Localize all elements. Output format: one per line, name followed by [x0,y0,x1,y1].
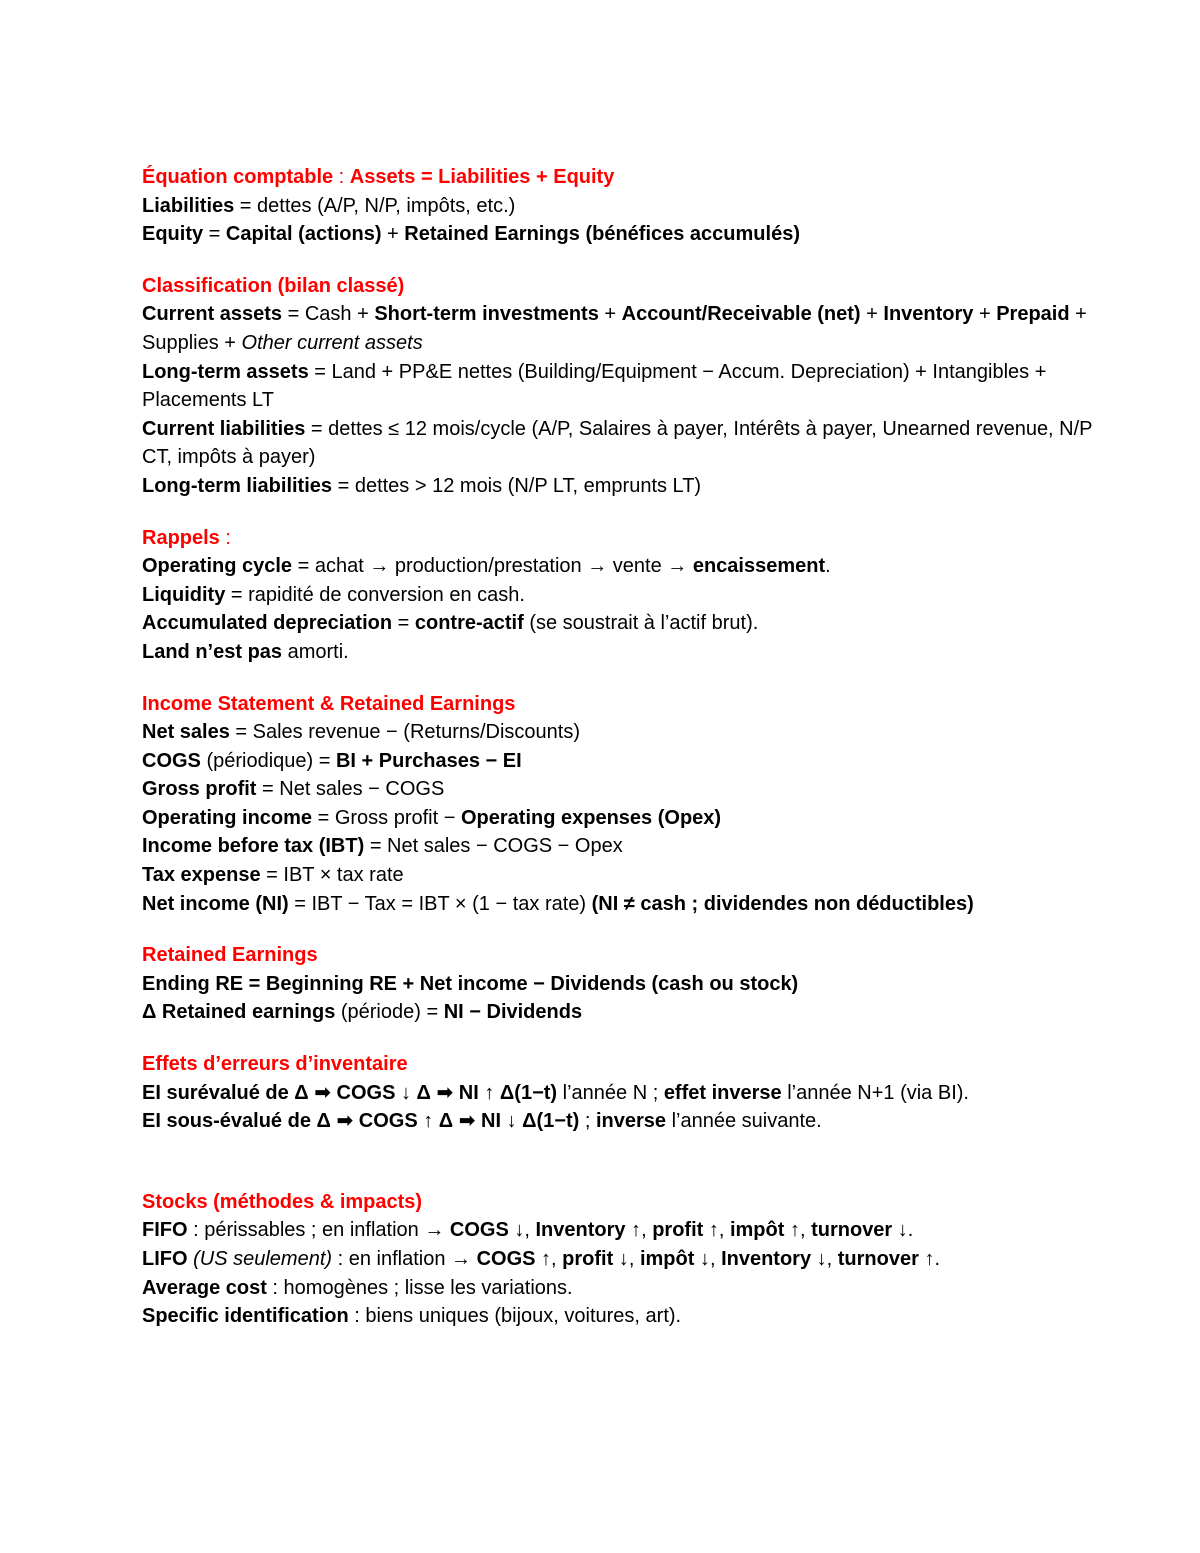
text-run: . [934,1248,941,1270]
text-run: Inventory [883,303,974,326]
text-run: Account/Receivable (net) [621,303,861,326]
text-run: EI sous-évalué de Δ ➡ COGS ↑ Δ ➡ NI ↓ Δ(1−t) [142,1110,580,1133]
text-run: impôt ↓ [639,1248,710,1270]
line [142,358,1102,415]
line [142,524,1102,553]
text-run: FIFO [142,1219,188,1242]
text-run: Accumulated depreciation [142,612,393,635]
line [142,804,1102,833]
text-run: Capital (actions) [225,223,382,246]
text-run: ; [579,1110,596,1133]
text-run: = IBT × tax rate [260,864,404,887]
line [142,832,1102,861]
text-run: (périodique) = [200,749,336,772]
text-run: = dettes (A/P, N/P, impôts, etc.) [234,194,516,217]
line [142,941,1102,970]
text-run: COGS ↓ [449,1219,525,1242]
text-run: impôt ↑ [729,1219,800,1242]
text-run: , [551,1248,563,1270]
text-run: turnover ↑ [837,1248,935,1270]
text-run: Other current assets [241,331,423,354]
line [142,998,1102,1027]
text-run: NI − Dividends [443,1001,583,1024]
text-run: = Net sales − COGS [256,778,445,801]
text-run: BI + Purchases − EI [335,749,522,772]
text-run: Current assets [142,303,283,326]
section-heading-text: : [219,526,231,549]
text-run: = Gross profit − [312,806,461,829]
text-run: Equity [142,223,204,246]
text-run: , [709,1248,722,1270]
text-run: = IBT − Tax = IBT × (1 − tax rate) [288,892,592,915]
text-run: Operating expenses (Opex) [460,806,722,829]
text-run: , [718,1219,730,1242]
section [142,524,1102,667]
section [142,690,1102,919]
text-run: Average cost [142,1276,267,1299]
text-run: + [860,303,884,326]
text-run: = [203,223,226,246]
section-heading-text: Stocks (méthodes & impacts) [142,1190,423,1213]
line [142,775,1102,804]
text-run: l’année suivante. [666,1110,822,1133]
text-run: effet inverse [663,1081,782,1104]
text-run: amorti. [282,640,349,663]
text-run: + [973,303,997,326]
section [142,272,1102,501]
text-run: = Cash + [282,303,375,326]
text-run: = achat → production/prestation → vente → [292,555,693,578]
line [142,1079,1102,1108]
text-run: Δ Retained earnings [142,1001,336,1024]
text-run: Operating income [142,806,313,829]
text-run: Prepaid [996,303,1070,326]
line [142,638,1102,667]
text-run: (période) = [335,1001,444,1024]
section [142,941,1102,1027]
text-run: turnover ↓ [811,1219,908,1242]
text-run: + [381,223,405,246]
text-run: Net sales [142,721,230,744]
text-run: (NI ≠ cash ; dividendes non déductibles) [591,892,974,915]
section-heading-text: Équation comptable [142,166,334,188]
text-run: encaissement [692,555,826,578]
line [142,163,1102,192]
line [142,581,1102,610]
text-run: Liquidity [142,583,226,606]
text-run: Gross profit [142,778,257,801]
text-run: = Land + PP&E nettes (Building/Equipment − Accum. Depreciation) + Intangibles + Placements LT [142,360,1052,412]
text-run: LIFO [142,1248,188,1270]
section-heading-text: : [333,166,350,188]
text-run: , [799,1219,812,1242]
text-run: Long-term assets [142,360,309,383]
text-run: . [825,555,831,578]
text-run: (se soustrait à l’actif brut). [523,612,759,635]
document-body [142,163,1102,1331]
text-run: = [392,612,415,635]
text-run: Inventory ↓ [721,1248,827,1270]
text-run: (US seulement) [193,1248,333,1270]
text-run: Retained Earnings (bénéfices accumulés) [404,223,800,246]
line [142,272,1102,301]
text-run: Current liabilities [142,417,306,440]
line [142,552,1102,581]
text-run: profit ↓ [562,1248,629,1270]
line [142,718,1102,747]
text-run: Liabilities [142,194,235,217]
line [142,472,1102,501]
line [142,890,1102,919]
line [142,970,1102,999]
text-run: : biens uniques (bijoux, voitures, art). [348,1305,682,1328]
text-run: Land n’est pas [142,640,283,663]
text-run: = dettes > 12 mois (N/P LT, emprunts LT) [332,474,702,497]
text-run: , [524,1219,536,1242]
text-run: Specific identification [142,1305,349,1328]
line [142,300,1102,357]
line [142,861,1102,890]
line [142,192,1102,221]
line [142,1050,1102,1079]
text-run: Ending RE = Beginning RE + Net income − Dividends (cash ou stock) [142,972,799,995]
section-heading-text: Retained Earnings [142,944,318,967]
text-run: . [907,1219,914,1242]
line [142,1274,1102,1303]
text-run: Tax expense [142,864,261,887]
text-run: = Net sales − COGS − Opex [364,835,623,858]
text-run: l’année N+1 (via BI). [781,1081,969,1104]
text-run: = rapidité de conversion en cash. [225,583,525,606]
section-heading-text: Rappels [142,526,220,549]
text-run: + [598,303,622,326]
section [142,1188,1102,1331]
line [142,690,1102,719]
text-run: EI surévalué de Δ ➡ COGS ↓ Δ ➡ NI ↑ Δ(1−t) [142,1081,558,1104]
text-run: Income before tax (IBT) [142,835,365,858]
text-run: , [826,1248,838,1270]
text-run: Net income (NI) [142,892,289,915]
line [142,1245,1102,1274]
text-run: = dettes ≤ 12 mois/cycle (A/P, Salaires à payer, Intérêts à payer, Unearned revenue, N/P CT, impôts à payer) [142,417,1098,469]
text-run: Short-term investments [374,303,599,326]
line [142,1216,1102,1245]
section-heading-text: Classification (bilan classé) [142,274,405,297]
text-run: profit ↑ [652,1219,719,1242]
line [142,1107,1102,1136]
text-run: Inventory ↑ [535,1219,642,1242]
line [142,415,1102,472]
text-run: l’année N ; [557,1081,664,1104]
text-run: : périssables ; en inflation → [187,1219,450,1242]
line [142,1302,1102,1331]
line [142,747,1102,776]
text-run: COGS [142,749,201,772]
line [142,1188,1102,1217]
section [142,1050,1102,1136]
text-run: inverse [595,1110,667,1133]
text-run: Long-term liabilities [142,474,333,497]
line [142,609,1102,638]
text-run: = Sales revenue − (Returns/Discounts) [229,721,581,744]
section-heading-text: Income Statement & Retained Earnings [142,692,516,715]
text-run: COGS ↑ [476,1248,552,1270]
text-run: contre-actif [414,612,524,635]
text-run: : en inflation → [332,1248,477,1270]
section-heading-text: Assets = Liabilities + Equity [349,166,615,188]
line [142,220,1102,249]
text-run: Operating cycle [142,555,293,578]
text-run: , [628,1248,640,1270]
text-run: : homogènes ; lisse les variations. [266,1276,573,1299]
text-run: + Supplies + [142,303,1093,354]
section [142,163,1102,249]
text-run: , [641,1219,653,1242]
section-heading-text: Effets d’erreurs d’inventaire [142,1053,408,1076]
